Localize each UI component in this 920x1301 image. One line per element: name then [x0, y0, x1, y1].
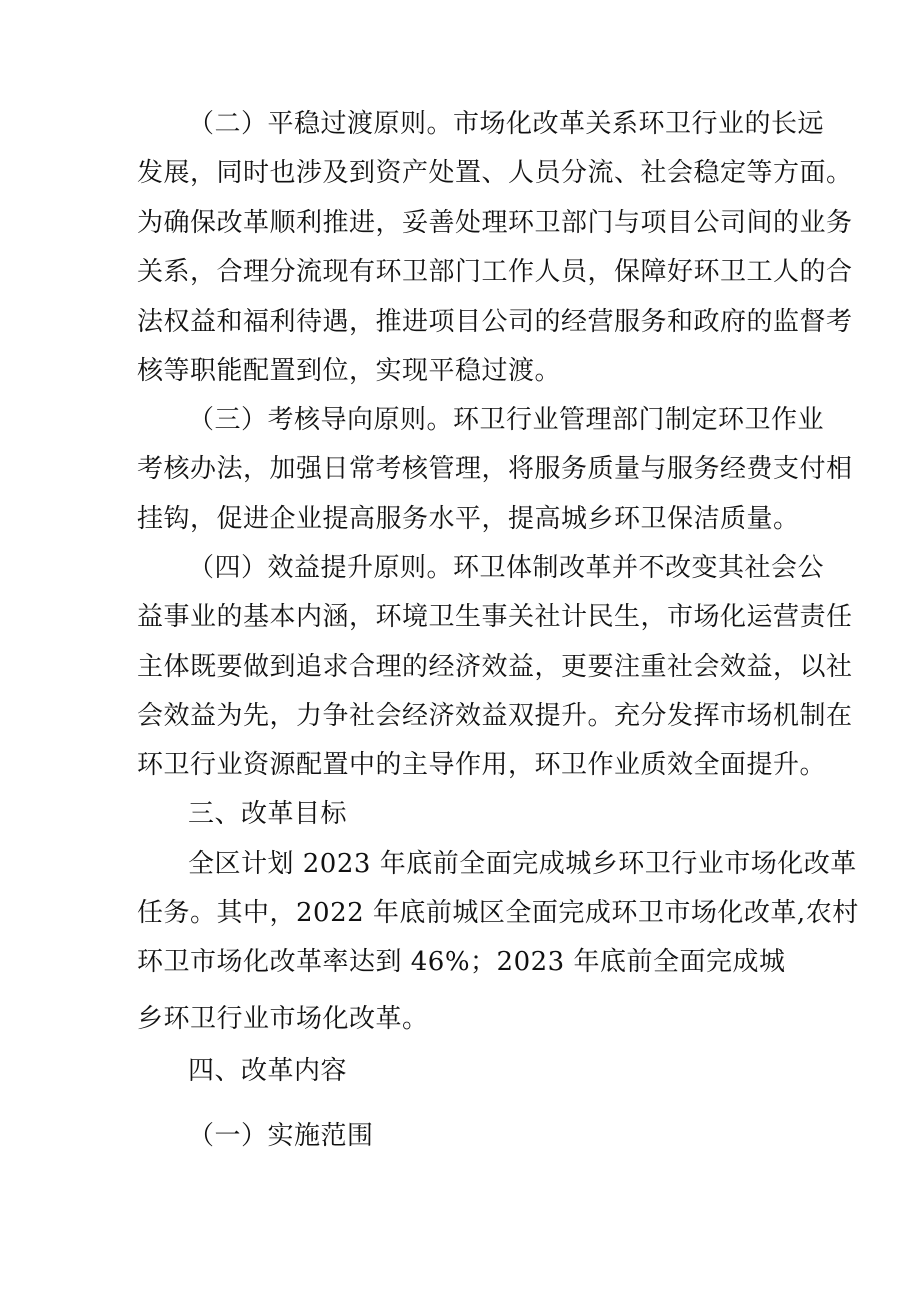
paragraph-line: （二）平稳过渡原则。市场化改革关系环卫行业的长远: [188, 109, 825, 139]
paragraph-line: 法权益和福利待遇，推进项目公司的经营服务和政府的监督考: [137, 307, 853, 337]
paragraph-line: 环卫市场化改革率达到 46%；2023 年底前全面完成城: [137, 947, 786, 977]
paragraph-line: 挂钩，促进企业提高服务水平，提高城乡环卫保洁质量。: [137, 504, 800, 534]
paragraph-line: 环卫行业资源配置中的主导作用，环卫作业质效全面提升。: [137, 750, 827, 780]
paragraph-line: 全区计划 2023 年底前全面完成城乡环卫行业市场化改革: [188, 849, 857, 879]
paragraph-line: 核等职能配置到位，实现平稳过渡。: [137, 356, 562, 386]
paragraph-line: 任务。其中，2022 年底前城区全面完成环卫市场化改革,农村: [137, 898, 859, 928]
paragraph-line: 考核办法，加强日常考核管理，将服务质量与服务经费支付相: [137, 454, 853, 484]
paragraph-line: 益事业的基本内涵，环境卫生事关社计民生，市场化运营责任: [137, 602, 853, 632]
paragraph-line: 发展，同时也涉及到资产处置、人员分流、社会稳定等方面。: [137, 158, 853, 188]
paragraph-line: （四）效益提升原则。环卫体制改革并不改变其社会公: [188, 553, 825, 583]
section-heading: 三、改革目标: [188, 799, 348, 829]
paragraph-line: 主体既要做到追求合理的经济效益，更要注重社会效益，以社: [137, 652, 853, 682]
paragraph-line: 会效益为先，力争社会经济效益双提升。充分发挥市场机制在: [137, 701, 853, 731]
subsection-heading: （一）实施范围: [188, 1121, 374, 1151]
paragraph-line: 乡环卫行业市场化改革。: [137, 1004, 429, 1034]
section-heading: 四、改革内容: [188, 1056, 348, 1086]
paragraph-line: （三）考核导向原则。环卫行业管理部门制定环卫作业: [188, 405, 825, 435]
paragraph-line: 为确保改革顺利推进，妥善处理环卫部门与项目公司间的业务: [137, 208, 853, 238]
paragraph-line: 关系，合理分流现有环卫部门工作人员，保障好环卫工人的合: [137, 257, 853, 287]
